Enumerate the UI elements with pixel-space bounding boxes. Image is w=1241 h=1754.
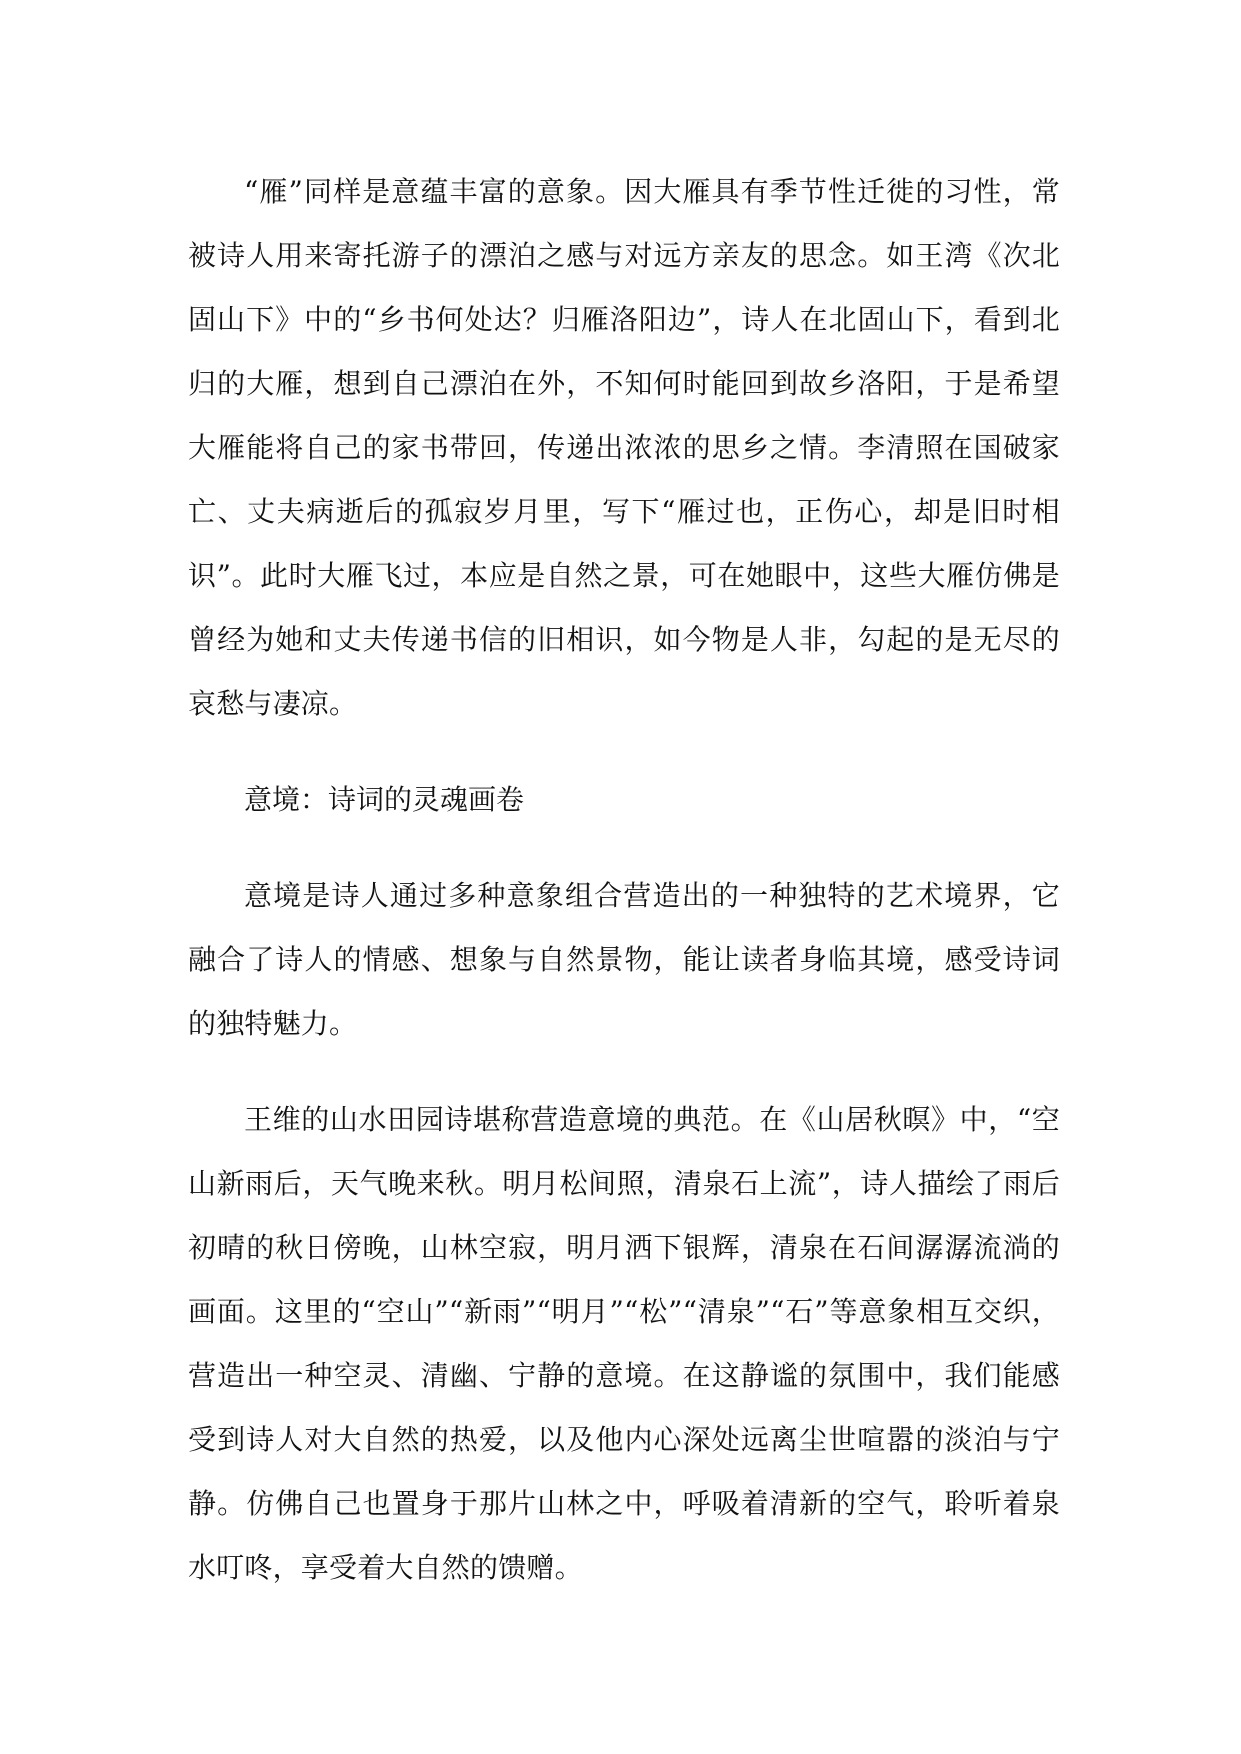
paragraph-wild-goose-imagery: “雁”同样是意蕴丰富的意象。因大雁具有季节性迁徙的习性，常被诗人用来寄托游子的漂泊之感与对远方亲友的思念。如王湾《次北固山下》中的“乡书何处达？归雁洛阳边”，诗人在北固山下，看到北归的大雁，想到自己漂泊在外，不知何时能回到故乡洛阳，于是希望大雁能将自己的家书带回，传递出浓浓的思乡之情。李清照在国破家亡、丈夫病逝后的孤寂岁月里，写下“雁过也，正伤心，却是旧时相识”。此时大雁飞过，本应是自然之景，可在她眼中，这些大雁仿佛是曾经为她和丈夫传递书信的旧相识，如今物是人非，勾起的是无尽的哀愁与凄凉。 [188,175,1060,720]
document-body [188,160,1060,1600]
paragraph-wang-wei-example: 王维的山水田园诗堪称营造意境的典范。在《山居秋暝》中，“空山新雨后，天气晚来秋。明月松间照，清泉石上流”，诗人描绘了雨后初晴的秋日傍晚，山林空寂，明月洒下银辉，清泉在石间潺潺流淌的画面。这里的“空山”“新雨”“明月”“松”“清泉”“石”等意象相互交织，营造出一种空灵、清幽、宁静的意境。在这静谧的氛围中，我们能感受到诗人对大自然的热爱，以及他内心深处远离尘世喧嚣的淡泊与宁静。仿佛自己也置身于那片山林之中，呼吸着清新的空气，聆听着泉水叮咚，享受着大自然的馈赠。 [188,1103,1060,1584]
section-heading: 意境：诗词的灵魂画卷 [244,783,525,816]
paragraph-yijing-definition: 意境是诗人通过多种意象组合营造出的一种独特的艺术境界，它融合了诗人的情感、想象与自然景物，能让读者身临其境，感受诗词的独特魅力。 [188,879,1060,1040]
